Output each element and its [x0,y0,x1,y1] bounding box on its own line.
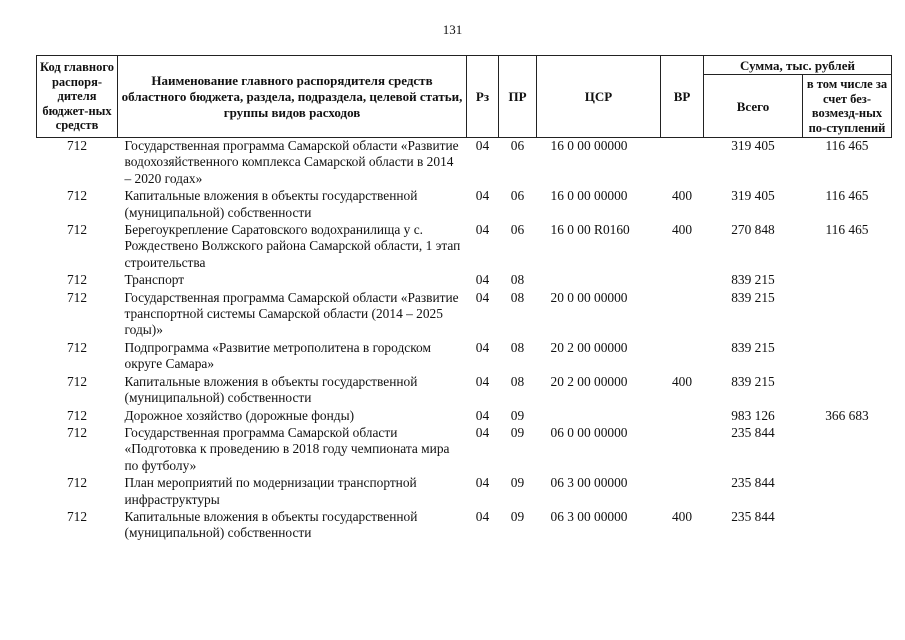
cell-name: Дорожное хозяйство (дорожные фонды) [124,407,355,423]
cell-pr: 09 [510,407,525,423]
cell-code: 712 [66,289,88,305]
cell-csr [537,407,661,424]
cell-total: 319 405 [731,138,775,153]
cell-csr: 06 3 00 00000 [550,508,628,524]
header-vr: ВР [661,56,704,138]
cell-total: 983 126 [731,407,775,423]
cell-total: 235 844 [731,508,775,524]
cell-vr: 400 [671,508,693,524]
cell-code: 712 [66,272,88,288]
cell-csr: 20 2 00 00000 [550,339,628,355]
cell-vr [661,407,704,424]
cell-free [803,508,892,542]
cell-csr [537,271,661,288]
cell-csr: 16 0 00 00000 [550,138,628,153]
cell-rz: 04 [475,138,490,153]
cell-name: Капитальные вложения в объекты государственной (муниципальной) собственности [124,508,418,541]
cell-vr [661,339,704,373]
table-row [37,187,892,221]
cell-total: 839 215 [731,339,775,355]
cell-vr [661,474,704,508]
cell-code: 712 [66,222,88,238]
table-row [37,474,892,508]
cell-code: 712 [66,138,88,153]
page-number: 131 [442,22,463,37]
table-header [37,56,892,138]
cell-rz: 04 [475,289,490,305]
cell-free: 116 465 [825,188,869,204]
header-free: в том числе за счет без-возмезд-ных по-ступлений [803,75,892,138]
cell-pr: 06 [510,222,525,238]
table-row [37,508,892,542]
header-csr: ЦСР [537,56,661,138]
cell-pr: 08 [510,339,525,355]
cell-code: 712 [66,508,88,524]
cell-rz: 04 [475,475,490,491]
cell-vr [661,138,704,188]
header-rz: Рз [467,56,499,138]
cell-rz: 04 [475,508,490,524]
table-row [37,221,892,271]
cell-free: 366 683 [825,407,869,423]
cell-free [803,424,892,474]
table-row [37,289,892,339]
table-row [37,138,892,188]
cell-rz: 04 [475,339,490,355]
cell-code: 712 [66,373,88,389]
table-row [37,424,892,474]
cell-name: План мероприятий по модернизации транспортной инфраструктуры [124,475,417,507]
cell-rz: 04 [475,272,490,288]
header-code: Код главного распоря-дителя бюджет-ных средств [37,56,118,138]
cell-csr: 20 2 00 00000 [550,373,628,389]
cell-total: 270 848 [731,222,775,238]
cell-name: Государственная программа Самарской области «Подготовка к проведению в 2018 году чемпионата мира по футболу» [124,424,450,473]
cell-free [803,474,892,508]
table-row [37,407,892,424]
cell-name: Капитальные вложения в объекты государственной (муниципальной) собственности [124,373,418,406]
cell-pr: 09 [510,475,525,491]
cell-csr: 16 0 00 R0160 [550,222,630,238]
cell-code: 712 [66,339,88,355]
cell-name: Подпрограмма «Развитие метрополитена в городском округе Самара» [124,339,431,372]
table-row [37,339,892,373]
cell-vr: 400 [671,373,693,389]
cell-vr: 400 [671,222,693,238]
cell-vr: 400 [671,188,693,204]
cell-code: 712 [66,188,88,204]
cell-pr: 09 [510,508,525,524]
cell-vr [661,271,704,288]
cell-pr: 08 [510,373,525,389]
cell-free: 116 465 [825,138,869,153]
cell-rz: 04 [475,407,490,423]
cell-pr: 06 [510,188,525,204]
cell-free [803,289,892,339]
header-sum: Сумма, тыс. рублей [704,56,892,75]
cell-rz: 04 [475,424,490,440]
cell-name: Капитальные вложения в объекты государственной (муниципальной) собственности [124,188,418,220]
cell-free [803,271,892,288]
cell-csr: 20 0 00 00000 [550,289,628,305]
cell-code: 712 [66,407,88,423]
cell-rz: 04 [475,373,490,389]
cell-total: 319 405 [731,188,775,204]
cell-total: 839 215 [731,373,775,389]
cell-pr: 06 [510,138,525,153]
cell-free [803,339,892,373]
cell-total: 839 215 [731,289,775,305]
header-name: Наименование главного распорядителя средств областного бюджета, раздела, подраздела, целевой статьи, группы видов расходов [118,56,467,138]
cell-csr: 16 0 00 00000 [550,188,628,204]
cell-total: 235 844 [731,424,775,440]
cell-pr: 09 [510,424,525,440]
header-pr: ПР [499,56,537,138]
budget-table [36,55,892,542]
cell-pr: 08 [510,289,525,305]
header-total: Всего [704,75,803,138]
cell-free [803,373,892,407]
cell-vr [661,424,704,474]
cell-name: Государственная программа Самарской области «Развитие транспортной системы Самарской области (2014 – 2025 годы)» [124,289,459,338]
cell-name: Государственная программа Самарской области «Развитие водохозяйственного комплекса Самарской области в 2014 – 2020 годах» [124,138,459,186]
cell-total: 235 844 [731,475,775,491]
cell-free: 116 465 [825,222,869,238]
cell-name: Транспорт [124,272,185,288]
cell-total: 839 215 [731,272,775,288]
cell-code: 712 [66,424,88,440]
cell-rz: 04 [475,188,490,204]
cell-vr [661,289,704,339]
cell-pr: 08 [510,272,525,288]
cell-name: Берегоукрепление Саратовского водохранилища у с. Рождествено Волжского района Самарской области, 1 этап строительства [124,222,461,270]
table-body [37,138,892,542]
cell-code: 712 [66,475,88,491]
cell-csr: 06 0 00 00000 [550,424,628,440]
cell-csr: 06 3 00 00000 [550,475,628,491]
cell-rz: 04 [475,222,490,238]
table-row [37,373,892,407]
table-row [37,271,892,288]
